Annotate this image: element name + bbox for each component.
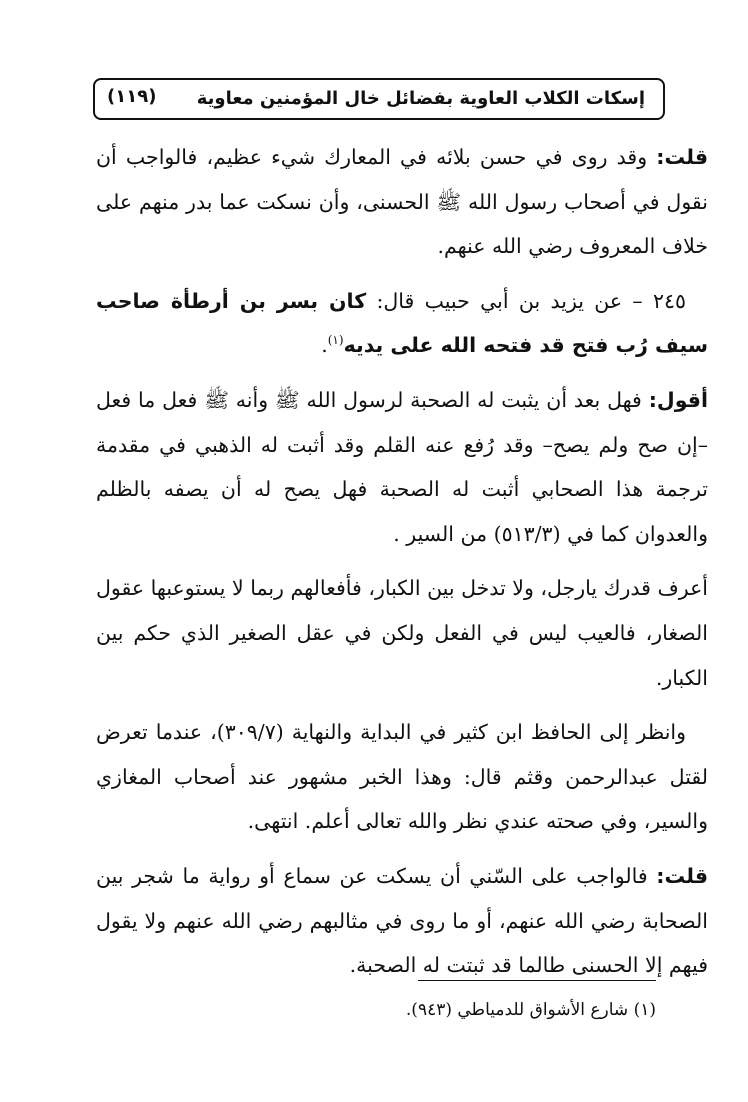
paragraph-6 — [96, 854, 708, 988]
book-title: إسكات الكلاب العاوية بفضائل خال المؤمنين معاوية — [196, 88, 645, 109]
footnote: (١) شارع الأشواق للدمياطي (٩٤٣). — [405, 1000, 656, 1020]
label-qult: قلت: — [656, 145, 708, 169]
paragraph-1 — [96, 135, 708, 269]
label-aqul: أقول: — [648, 387, 708, 412]
hadith-end: . — [321, 333, 328, 358]
paragraph-3 — [96, 378, 708, 556]
paragraph-5-text: وانظر إلى الحافظ ابن كثير في البداية والنهاية (٣٠٩/٧)، عندما تعرض لقتل عبدالرحمن وقثم قال: وهذا الخبر مشهور عند أصحاب المغازي والسير، وفي صحته عندي نظر والله تعالى أعلم. انتهى. — [96, 720, 708, 834]
footnote-divider — [418, 980, 656, 981]
running-header — [93, 78, 665, 120]
paragraph-6-text: فالواجب على السّني أن يسكت عن سماع أو رواية ما شجر بين الصحابة رضي الله عنهم، أو ما روى في مثالبهم رضي الله عنهم ولا يقول فيهم إلا الحسنى طالما قد ثبتت له الصحبة. — [96, 863, 708, 978]
paragraph-1-text: وقد روى في حسن بلائه في المعارك شيء عظيم، فالواجب أن نقول في أصحاب رسول الله ﷺ الحسنى، وأن نسكت عما بدر منهم على خلاف المعروف رضي الله عنهم. — [96, 145, 708, 259]
page-number: (١١٩) — [107, 86, 157, 107]
paragraph-4 — [96, 566, 708, 700]
paragraph-5 — [96, 710, 708, 844]
footnote-ref: (١) — [327, 333, 344, 348]
hadith-intro: ٢٤٥ – عن يزيد بن أبي حبيب قال: — [366, 288, 686, 313]
label-qult-2: قلت: — [656, 863, 708, 888]
main-text — [96, 135, 708, 998]
paragraph-3-text: فهل بعد أن يثبت له الصحبة لرسول الله ﷺ وأنه ﷺ فعل ما فعل –إن صح ولم يصح– وقد رُفع عنه القلم وقد أثبت له الذهبي في مقدمة ترجمة هذا الصحابي أثبت له الصحبة فهل يصح له أن يصفه بالظلم والعدوان كما في (٥١٣/٣) من السير . — [96, 387, 708, 546]
hadith-quote: كان بسر بن أرطأة صاحب سيف رُب فتح قد فتحه الله على يديه — [96, 288, 708, 358]
paragraph-2 — [96, 279, 708, 368]
paragraph-4-text: أعرف قدرك يارجل، ولا تدخل بين الكبار، فأفعالهم ربما لا يستوعبها عقول الصغار، فالعيب ليس في الفعل ولكن في عقل الصغير الذي حكم بين الكبار. — [96, 576, 708, 690]
